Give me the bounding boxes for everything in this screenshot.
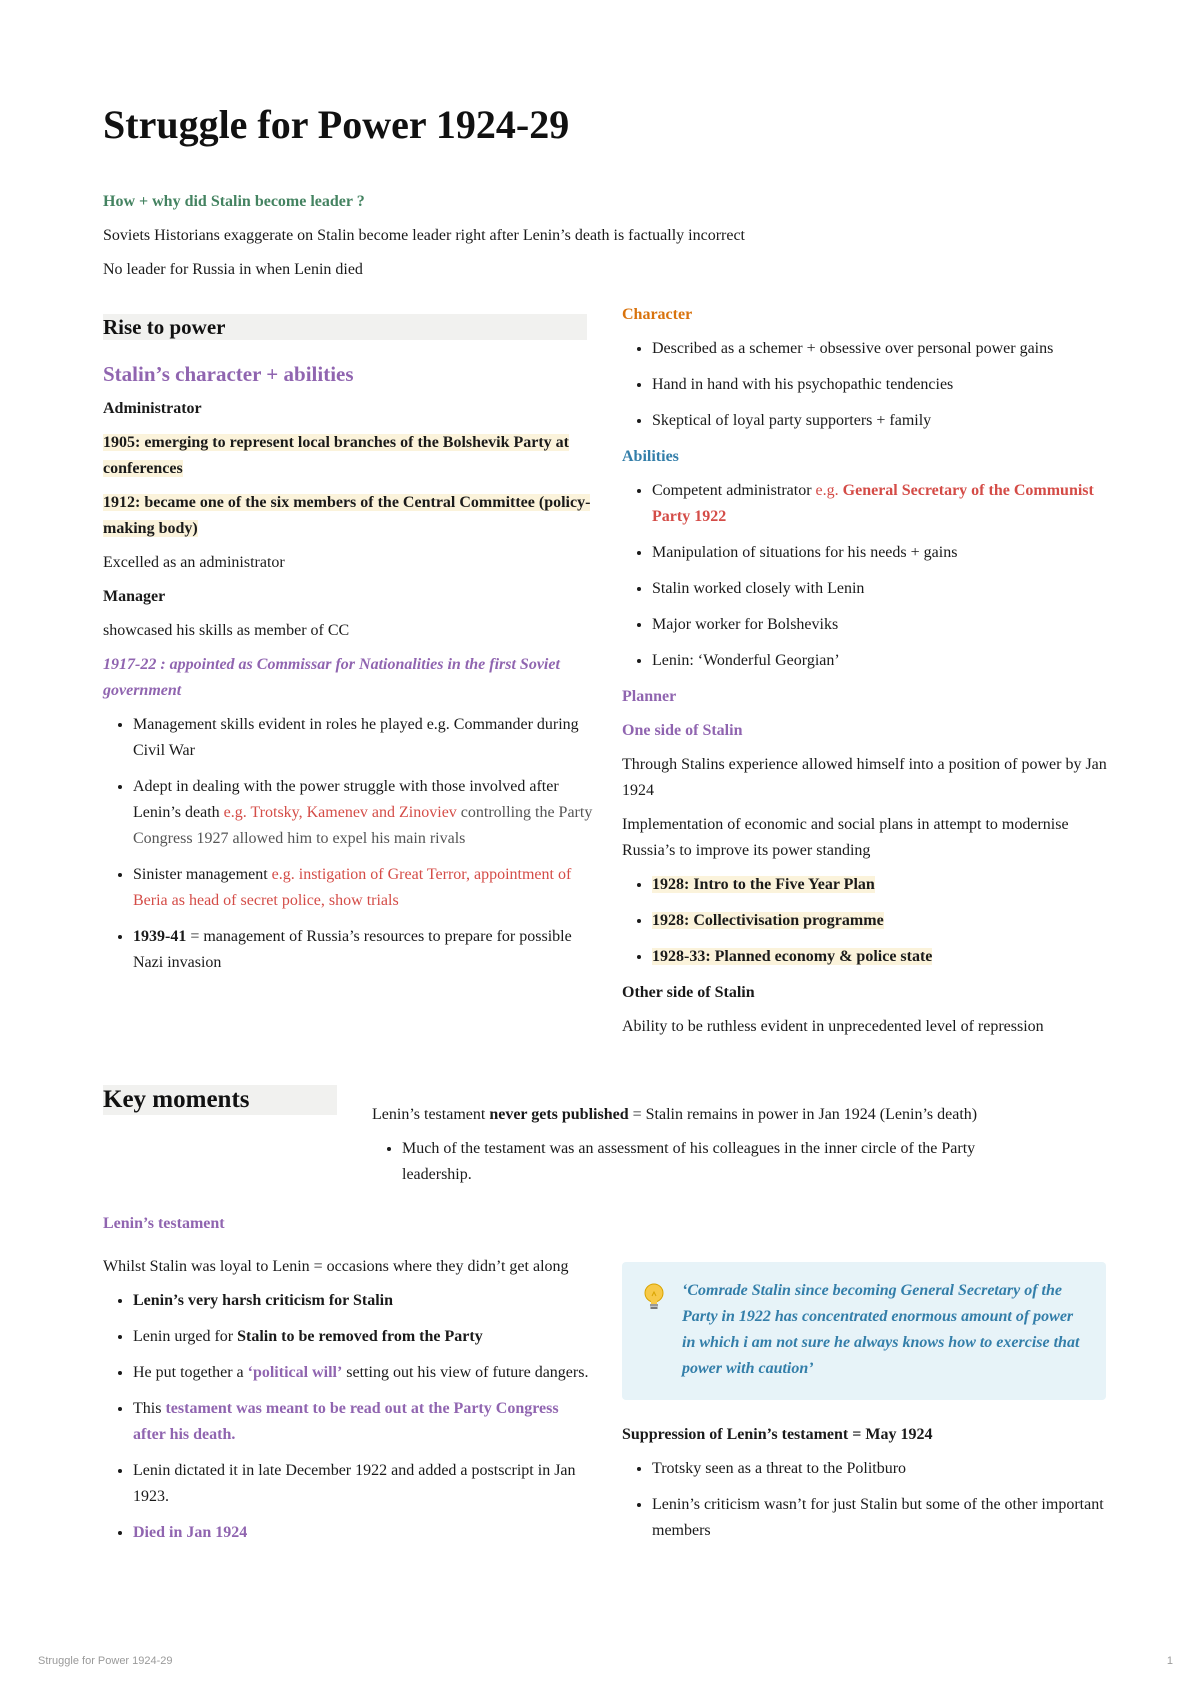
list-item: • Stalin worked closely with Lenin (652, 576, 1112, 602)
testament-a: Lenin’s testament (372, 1106, 490, 1123)
lb6: Died in Jan 1924 (133, 1524, 248, 1541)
list-item: • Hand in hand with his psychopathic tendencies (652, 372, 1112, 398)
whilst-text: Whilst Stalin was loyal to Lenin = occasions where they didn’t get along (103, 1258, 569, 1275)
manager-label: Manager (103, 588, 166, 605)
list-item (133, 1520, 593, 1546)
lenin-list (103, 1288, 593, 1546)
lb2-bold: Stalin to be removed from the Party (237, 1328, 483, 1345)
lb2-a: Lenin urged for (133, 1328, 238, 1345)
rise-b3-red: e.g. instigation of Great Terror, appointment of Beria as head of secret police, show trials (133, 866, 572, 909)
commissar-text: 1917-22 : appointed as Commissar for Nationalities in the first Soviet government (103, 656, 560, 699)
list-item: • Manipulation of situations for his needs + gains (652, 540, 1112, 566)
lenins-testament-column (103, 1254, 593, 1556)
rise-b2-a: Adept in dealing with the power struggle with those involved after Lenin’s death (133, 778, 559, 821)
list-item (133, 1324, 593, 1350)
list-item (133, 1396, 593, 1448)
rise-b2-b: controlling the Party Congress 1927 allowed him to expel his main rivals (133, 804, 593, 847)
rise-bullets (103, 712, 593, 976)
character-list (622, 336, 1112, 434)
list-item (133, 862, 593, 914)
intro-line-2: No leader for Russia in when Lenin died (103, 261, 363, 278)
rise-heading-text: Rise to power (103, 315, 226, 339)
key-moments-heading-text: Key moments (103, 1086, 250, 1113)
showcased-text: showcased his skills as member of CC (103, 622, 350, 639)
excelled-text: Excelled as an administrator (103, 554, 285, 571)
list-item (133, 1360, 593, 1386)
lb3-b: setting out his view of future dangers. (342, 1364, 589, 1381)
planner-label: Planner (622, 688, 677, 705)
character-abilities-heading: Stalin’s character + abilities (103, 362, 354, 386)
lightbulb-icon (642, 1282, 666, 1312)
suppression-list (622, 1456, 1112, 1544)
lb3-a: He put together a (133, 1364, 248, 1381)
lb3-purple: ‘political will’ (247, 1364, 343, 1381)
other-side-label: Other side of Stalin (622, 984, 755, 1001)
intro-question: How + why did Stalin become leader ? (103, 193, 365, 210)
testament-bold: never gets published (489, 1106, 629, 1123)
character-label: Character (622, 306, 693, 323)
page-number: 1 (1166, 1655, 1173, 1667)
list-item (133, 774, 593, 852)
list-item: • Management skills evident in roles he played e.g. Commander during Civil War (133, 712, 593, 764)
rise-heading (103, 314, 587, 340)
ab1-a: Competent administrator (652, 482, 816, 499)
testament-block (372, 1102, 1012, 1198)
list-item (652, 944, 1112, 970)
plan-1928-collectivisation: 1928: Collectivisation programme (652, 912, 884, 929)
list-item: • Lenin: ‘Wonderful Georgian’ (652, 648, 1112, 674)
list-item: • Trotsky seen as a threat to the Politburo (652, 1456, 1112, 1482)
one-side-p1: Through Stalins experience allowed himself into a position of power by Jan 1924 (622, 756, 1107, 799)
plan-1928-fyp: 1928: Intro to the Five Year Plan (652, 876, 875, 893)
lb4-a: This (133, 1400, 166, 1417)
rise-b4-rest: = management of Russia’s resources to prepare for possible Nazi invasion (133, 928, 572, 971)
list-item (133, 924, 593, 976)
list-item: • Lenin dictated it in late December 1922 and added a postscript in Jan 1923. (133, 1458, 593, 1510)
list-item (652, 908, 1112, 934)
other-side-p: Ability to be ruthless evident in unprecedented level of repression (622, 1018, 1044, 1035)
lb1: Lenin’s very harsh criticism for Stalin (133, 1292, 393, 1309)
list-item: • Major worker for Bolsheviks (652, 612, 1112, 638)
list-item: • Lenin’s criticism wasn’t for just Stalin but some of the other important members (652, 1492, 1112, 1544)
key-moments-heading (103, 1085, 337, 1115)
suppression-block (622, 1422, 1112, 1554)
testament-list (372, 1136, 1012, 1188)
quote-callout (622, 1262, 1106, 1400)
highlight-1905: 1905: emerging to represent local branches of the Bolshevik Party at conferences (103, 434, 570, 477)
ab1-bold: General Secretary of the Communist Party 1922 (652, 482, 1094, 525)
abilities-list (622, 478, 1112, 674)
rise-b4-bold: 1939-41 (133, 928, 187, 945)
suppression-label: Suppression of Lenin’s testament = May 1924 (622, 1426, 933, 1443)
list-item (652, 872, 1112, 898)
quote-text: ‘Comrade Stalin since becoming General Secretary of the Party in 1922 has concentrated enormous amount of power in which i am not sure he always knows how to exercise that power with caution’ (682, 1282, 1080, 1377)
abilities-label: Abilities (622, 448, 679, 465)
testament-b: = Stalin remains in power in Jan 1924 (Lenin’s death) (628, 1106, 978, 1123)
plans-list (622, 872, 1112, 970)
ab1-eg: e.g. (815, 482, 843, 499)
list-item: • Much of the testament was an assessment of his colleagues in the inner circle of the Party leadership. (402, 1136, 982, 1188)
list-item: • Skeptical of loyal party supporters + family (652, 408, 1112, 434)
intro-line-1: Soviets Historians exaggerate on Stalin become leader right after Lenin’s death is factually incorrect (103, 227, 745, 244)
rise-b2-red: e.g. Trotsky, Kamenev and Zinoviev (223, 804, 457, 821)
one-side-p2: Implementation of economic and social plans in attempt to modernise Russia’s to improve its power standing (622, 816, 1069, 859)
list-item (652, 478, 1112, 530)
one-side-label: One side of Stalin (622, 722, 743, 739)
list-item: • Described as a schemer + obsessive over personal power gains (652, 336, 1112, 362)
right-column (622, 302, 1112, 1040)
page-title: Struggle for Power 1924-29 (103, 102, 570, 147)
list-item (133, 1288, 593, 1314)
rise-b3-a: Sinister management (133, 866, 272, 883)
plan-1928-33: 1928-33: Planned economy & police state (652, 948, 933, 965)
lb4-purple: testament was meant to be read out at the Party Congress after his death. (133, 1400, 559, 1443)
lenins-testament-label: Lenin’s testament (103, 1215, 225, 1232)
administrator-label: Administrator (103, 400, 202, 417)
highlight-1912: 1912: became one of the six members of the Central Committee (policy-making body) (103, 494, 591, 537)
rise-column (103, 360, 593, 986)
footer-title: Struggle for Power 1924-29 (38, 1655, 173, 1667)
testament-line (372, 1102, 1012, 1128)
